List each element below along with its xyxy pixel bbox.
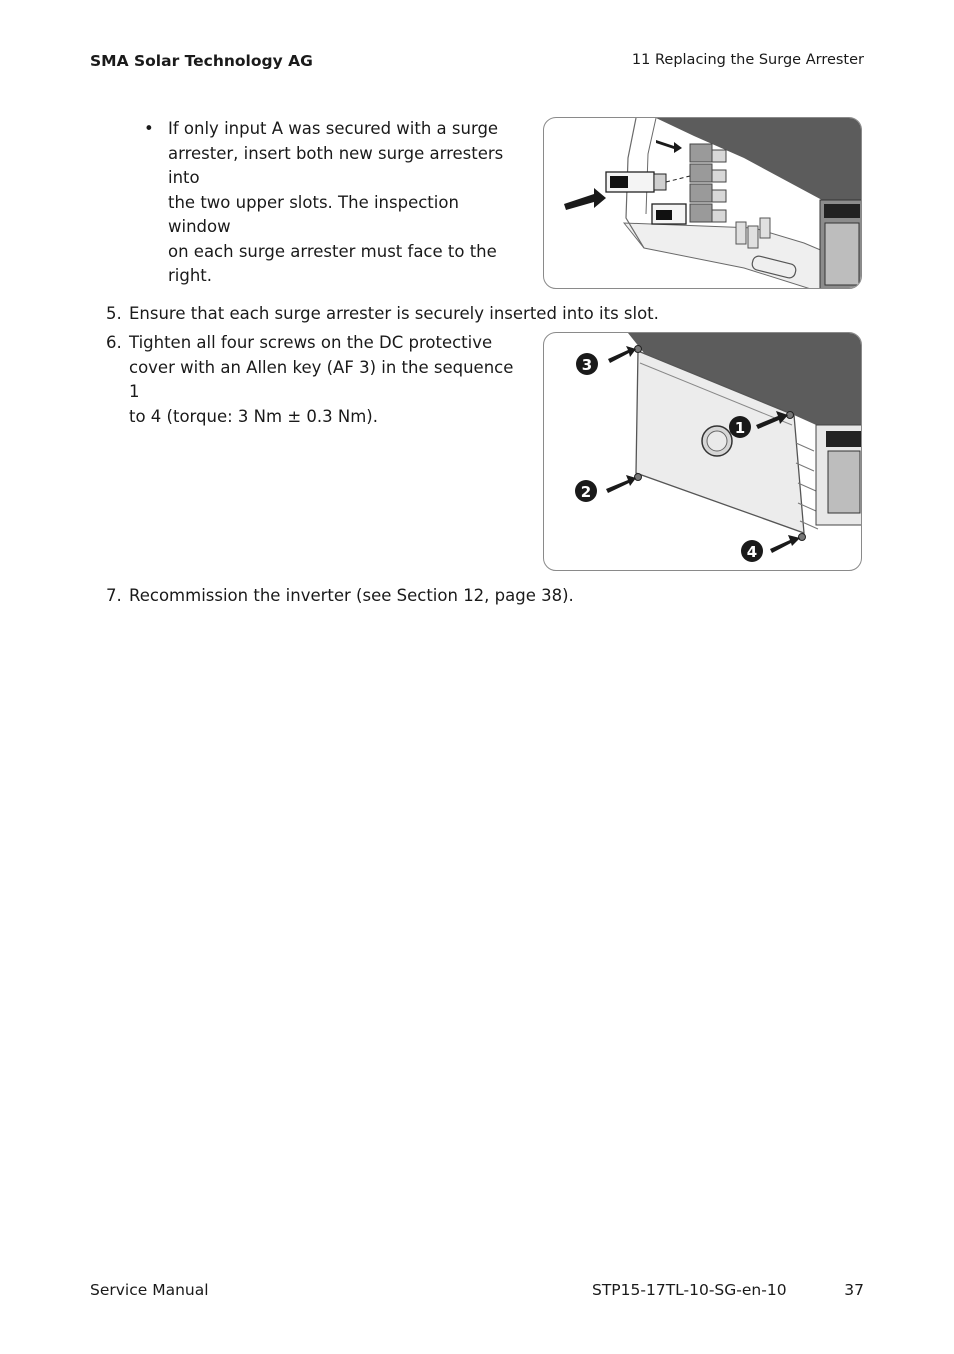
surge-arrester-illustration	[544, 118, 862, 289]
display-panel	[820, 200, 862, 289]
step-line: cover with an Allen key (AF 3) in the sequence 1	[129, 357, 514, 401]
step-text	[129, 302, 659, 327]
step-line: Tighten all four screws on the DC protective	[129, 333, 493, 352]
insert-arrow-icon	[564, 188, 606, 210]
screw-arrow-icon	[606, 475, 636, 493]
direction-arrow-icon	[656, 140, 682, 153]
screw-arrow-icon	[608, 346, 636, 363]
svg-text:1: 1	[734, 419, 746, 437]
enclosure-wall-inner	[646, 118, 656, 214]
step-number: 5.	[106, 304, 122, 323]
bullet-text	[168, 117, 518, 289]
svg-text:3: 3	[581, 356, 593, 374]
sequence-marker-3	[576, 353, 598, 375]
header-company: SMA Solar Technology AG	[90, 52, 313, 70]
terminal-block	[690, 144, 726, 222]
bullet-line: If only input A was secured with a surge	[168, 119, 499, 138]
figure-insert-surge-arrester	[543, 117, 862, 289]
footer-document-id: STP15-17TL-10-SG-en-10	[592, 1281, 787, 1299]
housing-top	[656, 118, 862, 213]
figure-tighten-screws	[543, 332, 862, 571]
footer-manual-title: Service Manual	[90, 1281, 209, 1299]
cable-gland-inner	[707, 431, 727, 451]
sequence-marker-1	[729, 416, 751, 438]
dc-cover-illustration	[544, 333, 862, 571]
bullet-line: on each surge arrester must face to the	[168, 241, 497, 261]
step-number: 6.	[106, 333, 122, 352]
bullet-line: the two upper slots. The inspection window	[168, 192, 459, 236]
bullet-line: arrester, insert both new surge arresters into	[168, 143, 504, 187]
surge-arrester-module	[606, 172, 666, 192]
step-number: 7.	[106, 586, 122, 605]
step-line: Recommission the inverter (see Section 12, page 38).	[129, 586, 574, 605]
guide-line	[666, 176, 690, 182]
bullet-line: right.	[168, 266, 213, 285]
step-line: Ensure that each surge arrester is securely inserted into its slot.	[129, 304, 659, 323]
step-text	[129, 331, 526, 429]
footer-page-number: 37	[844, 1281, 864, 1299]
step-text	[129, 584, 574, 609]
header-section-title: 11 Replacing the Surge Arrester	[631, 52, 864, 68]
svg-text:4: 4	[746, 543, 758, 561]
svg-text:2: 2	[580, 483, 592, 501]
step-line: to 4 (torque: 3 Nm ± 0.3 Nm).	[129, 406, 378, 426]
bullet-marker: •	[144, 119, 154, 138]
surge-arrester-module	[652, 204, 686, 224]
sequence-marker-4	[741, 540, 763, 562]
screw-arrow-icon	[770, 535, 800, 553]
sequence-marker-2	[575, 480, 597, 502]
display-panel	[816, 425, 862, 525]
